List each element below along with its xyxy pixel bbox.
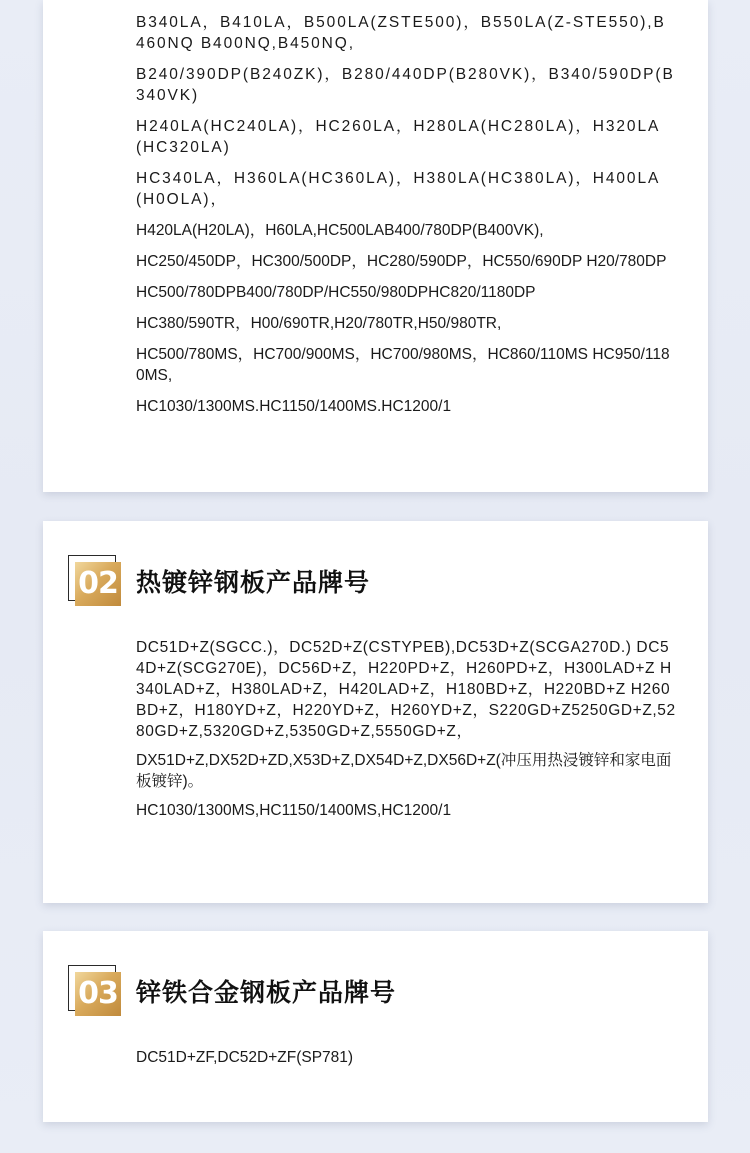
grade-card-hot-dip-galvanized [43,521,708,903]
grade-list [136,1047,676,1078]
section-title: 热镀锌钢板产品牌号 [136,568,371,597]
grade-line: H240LA(HC240LA)，HC260LA，H280LA(HC280LA)，H320LA(HC320LA) [136,118,661,156]
section-number-badge [68,555,124,607]
grade-list [136,12,676,427]
section-number-badge [68,965,124,1017]
section-number: 02 [75,562,121,606]
grade-line: DC51D+Z(SGCC.)，DC52D+Z(CSTYPEB),DC53D+Z(SCGA270D.) DC54D+Z(SCG270E)，DC56D+Z，H220PD+Z，H260PD+Z，H300LAD+Z H340LAD+Z，H380LAD+Z，H420LAD+Z，H180BD+Z，H220BD+Z H260BD+Z，H180YD+Z，H220YD+Z，H260YD+Z，S220GD+Z5250GD+Z,5280GD+Z,5320GD+Z,5350GD+Z,5550GD+Z， [136,639,676,740]
grade-line: DX51D+Z,DX52D+ZD,X53D+Z,DX54D+Z,DX56D+Z(冲压用热浸镀锌和家电面板镀锌)。 [136,752,672,790]
grade-line: DC51D+ZF,DC52D+ZF(SP781) [136,1049,354,1066]
grade-line: B240/390DP(B240ZK)，B280/440DP(B280VK)，B340/590DP(B340VK) [136,66,675,104]
grade-card-zinc-iron-alloy [43,931,708,1122]
grade-line: HC340LA，H360LA(HC360LA)，H380LA(HC380LA)，H400LA(H0OLA)， [136,170,661,208]
grade-line: HC500/780DPB400/780DP/HC550/980DPHC820/1180DP [136,284,536,301]
section-header [68,553,370,609]
grade-card-cold-rolled [43,0,708,492]
grade-line: HC1030/1300MS.HC1150/1400MS.HC1200/1 [136,398,452,415]
grade-line: B340LA，B410LA，B500LA(ZSTE500)，B550LA(Z-STE550),B460NQ B400NQ,B450NQ, [136,14,666,52]
grade-list [136,637,676,829]
grade-line: HC1030/1300MS,HC1150/1400MS,HC1200/1 [136,802,452,819]
grade-line: HC500/780MS，HC700/900MS，HC700/980MS，HC860/110MS HC950/1180MS, [136,346,670,384]
section-number: 03 [75,972,121,1016]
grade-line: H420LA(H20LA)，H60LA,HC500LAB400/780DP(B400VK), [136,222,544,239]
section-title: 锌铁合金钢板产品牌号 [136,978,397,1007]
grade-line: HC250/450DP，HC300/500DP，HC280/590DP，HC550/690DP H20/780DP [136,253,667,270]
grade-line: HC380/590TR，H00/690TR,H20/780TR,H50/980TR, [136,315,502,332]
section-header [68,963,396,1019]
